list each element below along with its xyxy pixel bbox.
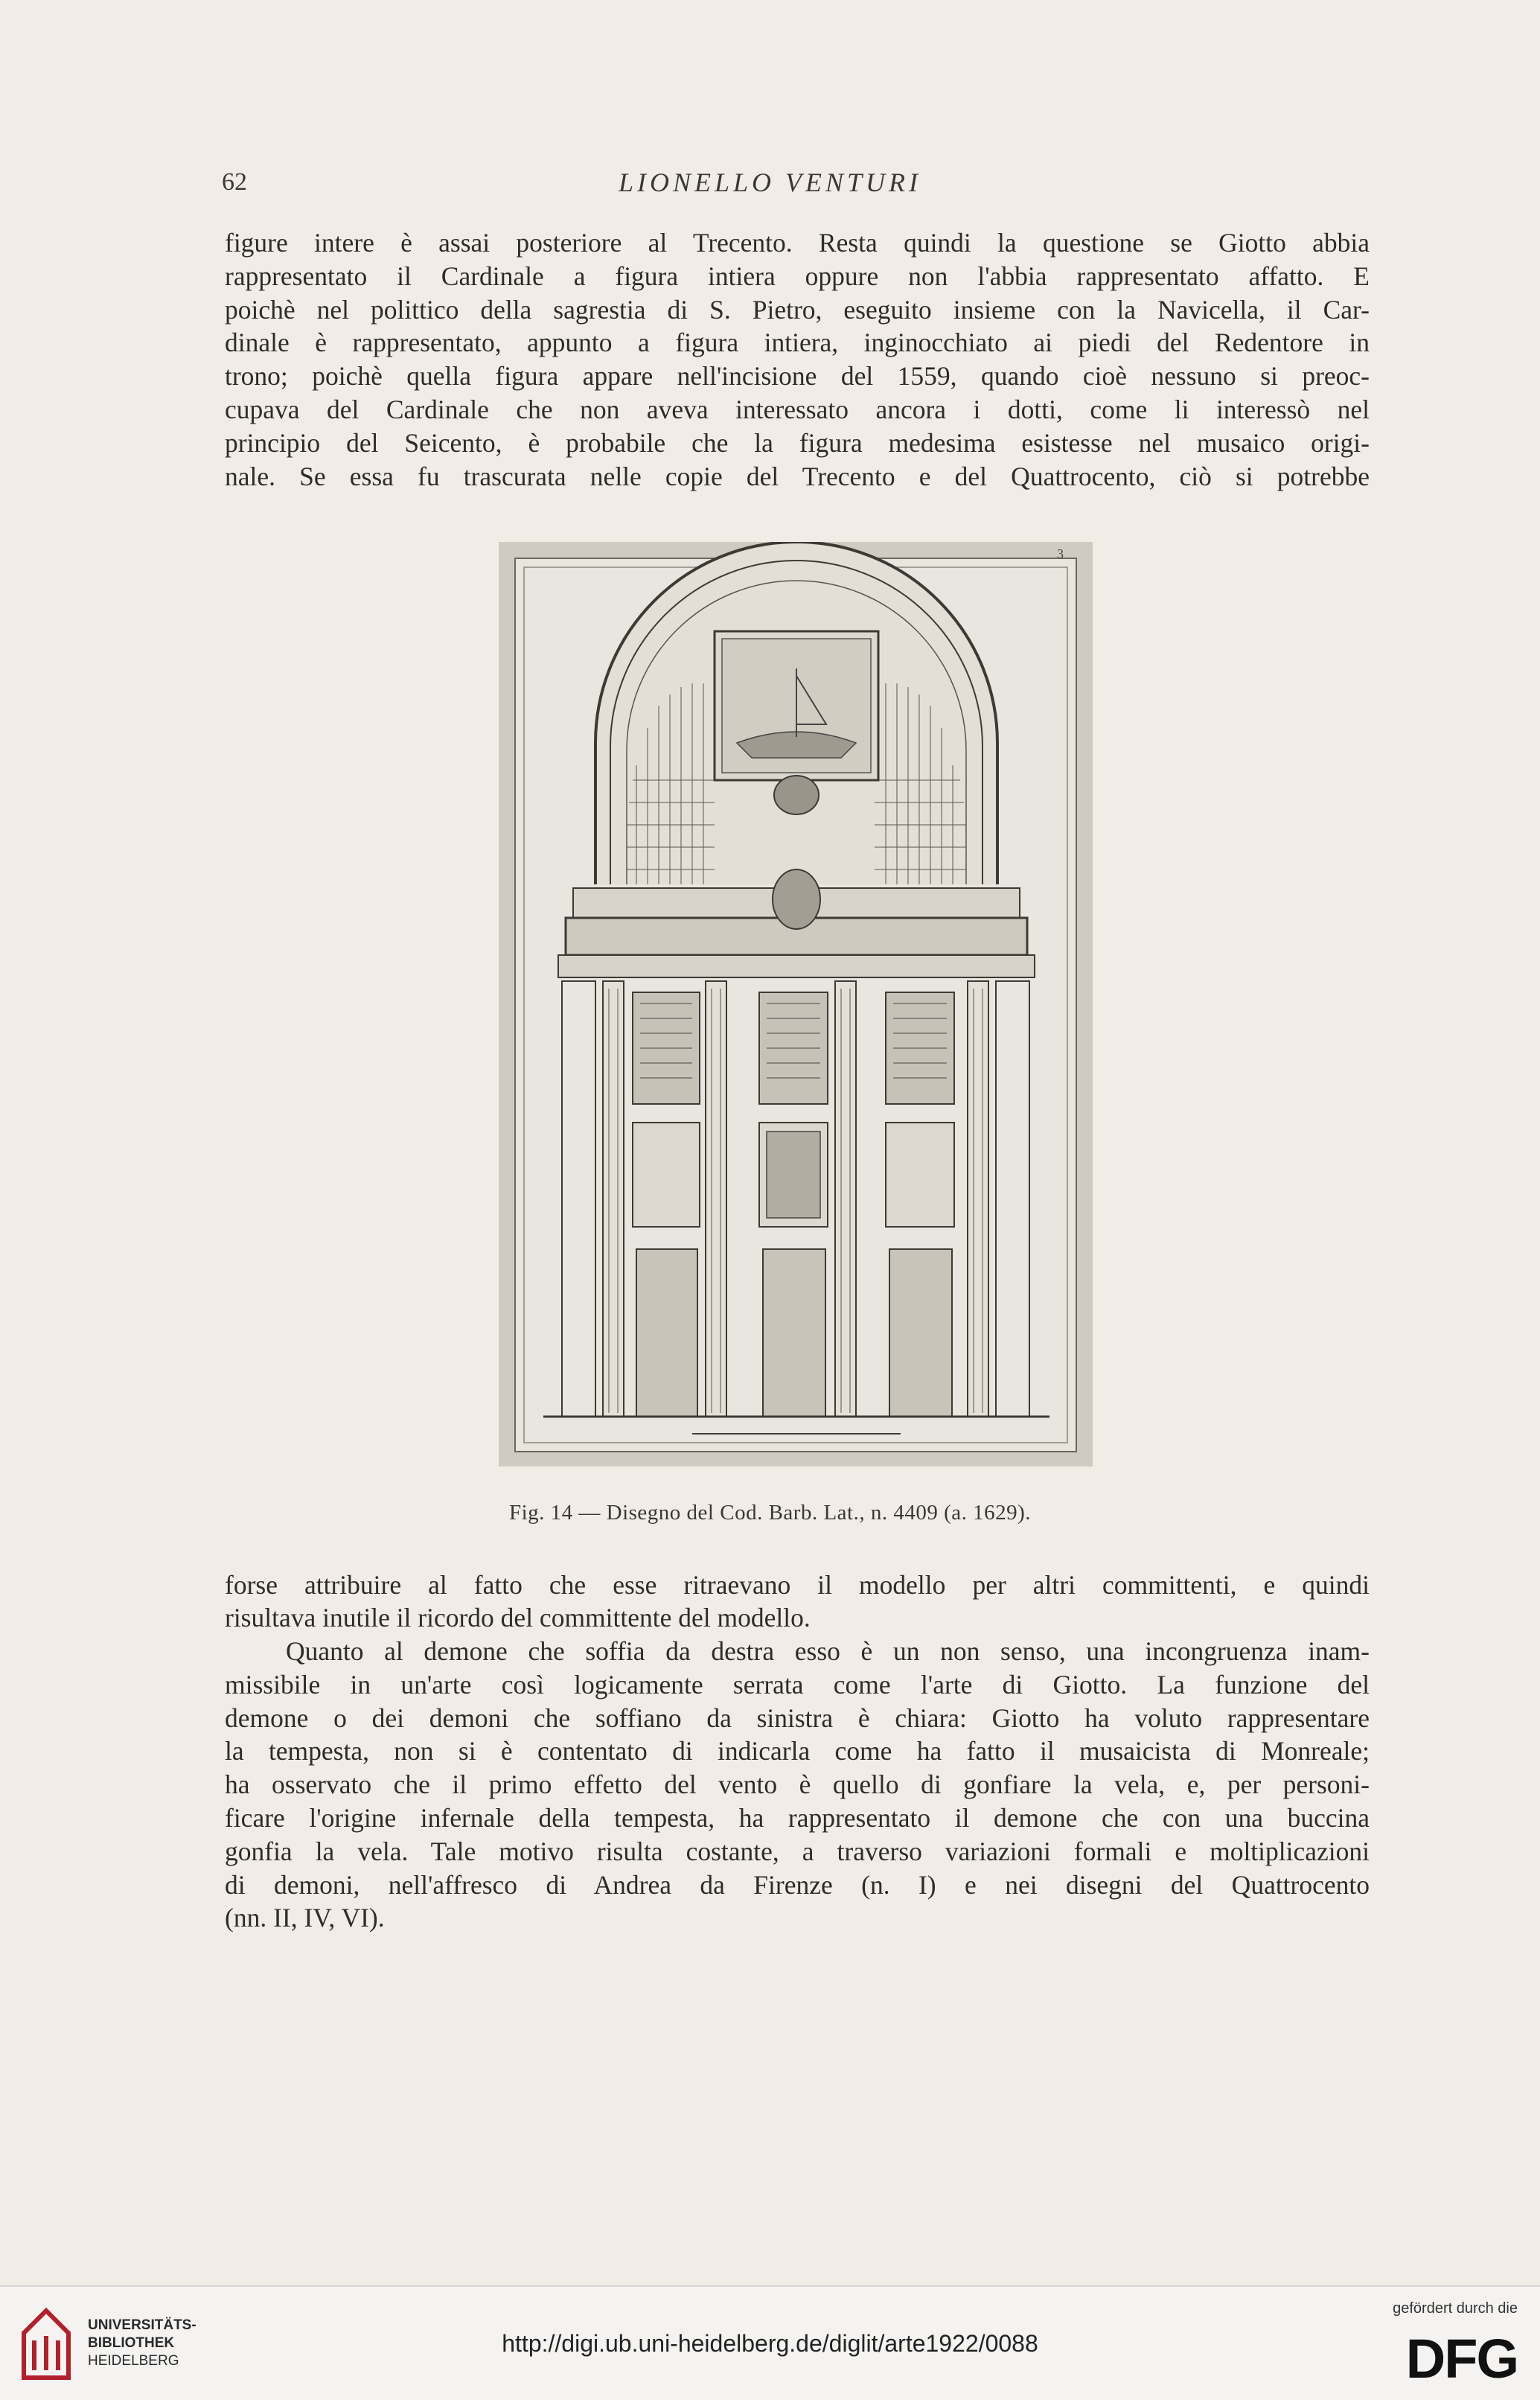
text-line: forse attribuire al fatto che esse ritraevano il modello per altri committenti, e quindi bbox=[225, 1570, 1370, 1600]
text-line: missibile in un'arte così logicamente serrata come l'arte di Giotto. La funzione del bbox=[225, 1669, 1370, 1700]
paragraph-3 bbox=[225, 1635, 1370, 1935]
text-line: (nn. II, IV, VI). bbox=[225, 1903, 385, 1933]
text-line: rappresentato il Cardinale a figura intiera oppure non l'abbia rappresentato affatto. E bbox=[225, 261, 1370, 291]
architectural-drawing-figure bbox=[499, 542, 1093, 1467]
text-line: cupava del Cardinale che non aveva interessato ancora i dotti, come li interessò nel bbox=[225, 394, 1370, 424]
text-line: dinale è rappresentato, appunto a figura intiera, inginocchiato ai piedi del Redentore in bbox=[225, 328, 1370, 358]
text-line: trono; poichè quella figura appare nell'incisione del 1559, quando cioè nessuno si preoc- bbox=[225, 361, 1370, 392]
text-line: ficare l'origine infernale della tempesta, ha rappresentato il demone che con una buccina bbox=[225, 1802, 1370, 1833]
text-line: ha osservato che il primo effetto del vento è quello di gonfiare la vela, e, per personi- bbox=[225, 1769, 1370, 1800]
permalink-url[interactable]: http://digi.ub.uni-heidelberg.de/diglit/arte1922/0088 bbox=[502, 2330, 1038, 2357]
page-number: 62 bbox=[222, 168, 247, 196]
text-line: risultava inutile il ricordo del committente del modello. bbox=[225, 1603, 811, 1633]
text-line: gonfia la vela. Tale motivo risulta costante, a traverso variazioni formali e moltiplicazioni bbox=[225, 1836, 1370, 1866]
plate-number: 3 bbox=[1057, 546, 1064, 561]
text-line: figure intere è assai posteriore al Trecento. Resta quindi la questione se Giotto abbia bbox=[225, 228, 1370, 258]
library-line: UNIVERSITÄTS- bbox=[88, 2317, 197, 2333]
figure-caption: Fig. 14 — Disegno del Cod. Barb. Lat., n. 4409 (a. 1629). bbox=[508, 1501, 1032, 1525]
viewer-footer bbox=[0, 2285, 1540, 2400]
dfg-logo: DFG bbox=[1405, 2328, 1518, 2390]
text-line: di demoni, nell'affresco di Andrea da Firenze (n. I) e nei disegni del Quattrocento bbox=[225, 1869, 1370, 1900]
text-line: nale. Se essa fu trascurata nelle copie del Trecento e del Quattrocento, ciò si potrebbe bbox=[225, 461, 1370, 491]
text-line: demone o dei demoni che soffiano da sinistra è chiara: Giotto ha voluto rappresentare bbox=[225, 1702, 1370, 1733]
running-title: LIONELLO VENTURI bbox=[618, 167, 922, 197]
paragraph-2 bbox=[225, 1568, 1370, 1602]
library-line: BIBLIOTHEK bbox=[88, 2335, 175, 2351]
text-line: principio del Seicento, è probabile che la figura medesima esistesse nel musaico origi- bbox=[225, 427, 1370, 458]
paragraph-2-end bbox=[225, 1601, 1370, 1635]
text-line: Quanto al demone che soffia da destra esso è un non senso, una incongruenza inam- bbox=[286, 1636, 1370, 1666]
text-line: la tempesta, non si è contentato di indicarla come ha fatto il musaicista di Monreale; bbox=[225, 1736, 1370, 1767]
funded-by-label: gefördert durch die bbox=[1393, 2300, 1518, 2317]
paragraph-1 bbox=[225, 226, 1370, 493]
text-line: poichè nel polittico della sagrestia di S. Pietro, eseguito insieme con la Navicella, il Car- bbox=[225, 294, 1370, 325]
library-line: HEIDELBERG bbox=[88, 2353, 179, 2369]
